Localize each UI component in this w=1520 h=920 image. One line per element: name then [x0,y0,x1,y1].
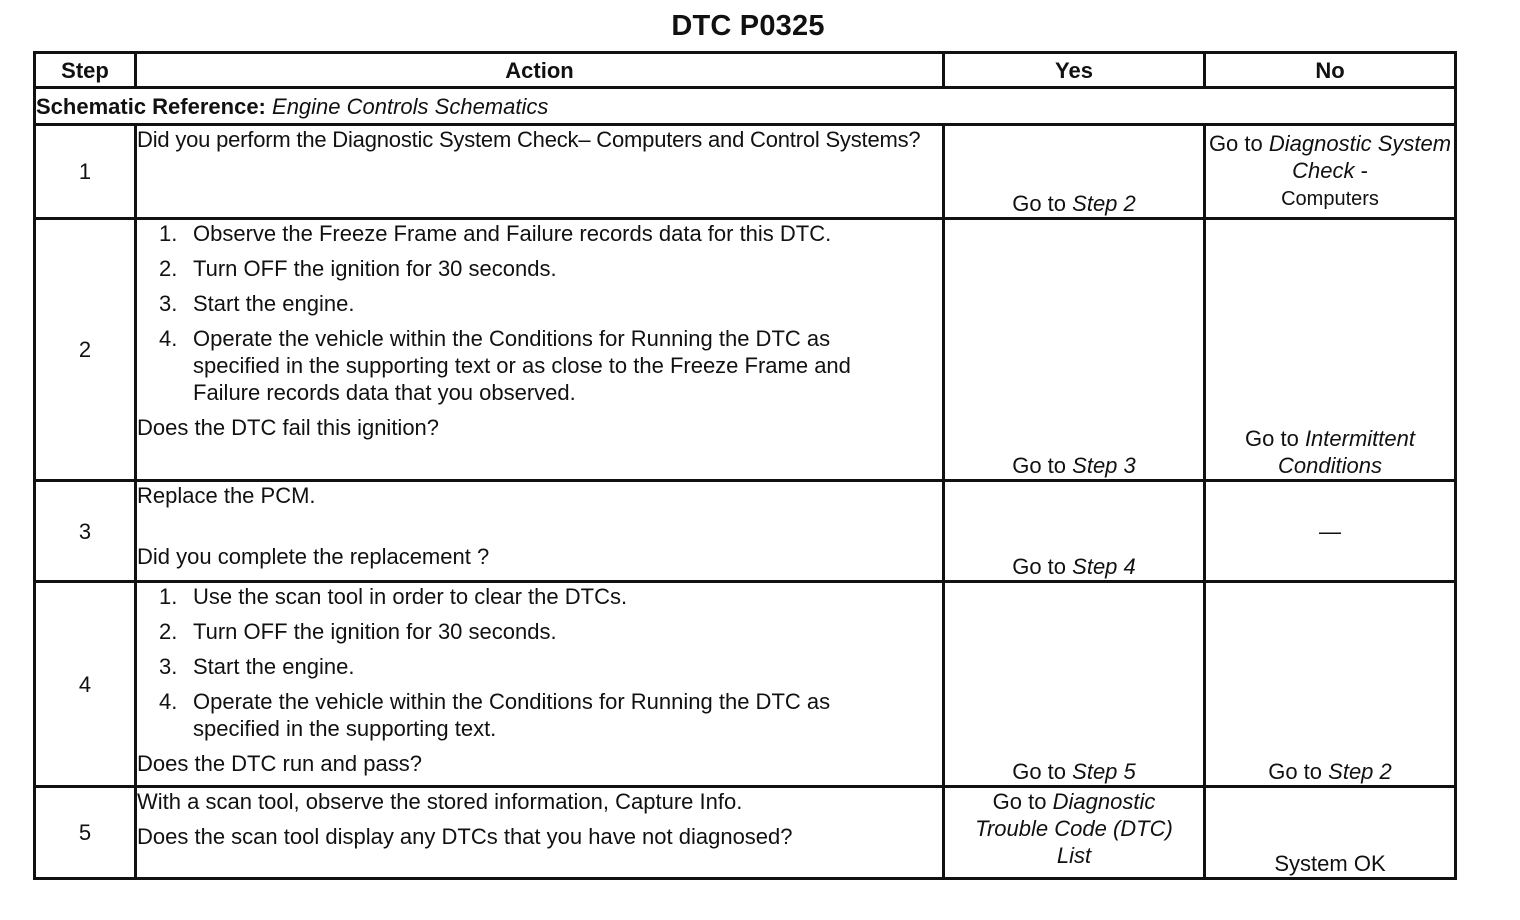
no-value: — [1319,518,1341,544]
yes-cell [944,219,1205,481]
action-cell [136,125,944,219]
header-no: No [1205,53,1456,88]
go-to-label: Go to [1012,759,1067,784]
question-text: Does the scan tool display any DTCs that you have not diagnosed? [137,824,793,849]
go-to-label: Go to [1012,554,1067,579]
list-item: 3. Start the engine. [159,291,355,316]
go-to-label: Go to [1012,453,1067,478]
go-to-label: Go to [1245,426,1299,451]
table-row [35,787,1456,879]
go-to-label: Go to [1012,191,1067,216]
step-number: 4 [35,582,136,787]
yes-link[interactable]: Step 5 [1072,759,1136,784]
step-number: 5 [35,787,136,879]
list-item: 4. Operate the vehicle within the Conditions for Running the DTC as specified in the supporting text. [159,689,831,741]
question-text: Does the DTC run and pass? [137,751,422,776]
list-item: 1. Use the scan tool in order to clear the DTCs. [159,584,628,609]
schematic-label: Schematic Reference: [36,93,266,119]
go-to-label: Go to [992,789,1047,814]
yes-link[interactable]: Diagnostic Trouble Code (DTC) List [975,789,1173,868]
list-item: 4. Operate the vehicle within the Conditions for Running the DTC as specified in the supporting text or as close to the Freeze Frame and Failure records data that you observed. [159,326,851,405]
no-link[interactable]: Intermittent Conditions [1278,426,1415,478]
yes-cell [944,125,1205,219]
question-text: Does the DTC fail this ignition? [137,415,440,440]
yes-cell [944,582,1205,787]
no-cell: Go to Diagnostic System Check - Computers [1205,125,1456,219]
go-to-label: Go to [1268,759,1323,784]
action-cell [136,582,944,787]
question-text: Did you perform the Diagnostic System Check– Computers and Control Systems? [137,127,921,152]
table-row [35,125,1456,219]
yes-link[interactable]: Step 4 [1072,554,1136,579]
action-cell [136,481,944,582]
header-action: Action [136,53,944,88]
schematic-row [35,88,1456,125]
schematic-link[interactable]: Engine Controls Schematics [272,93,549,119]
no-cell [1205,582,1456,787]
yes-link[interactable]: Step 3 [1072,453,1136,478]
header-yes: Yes [944,53,1205,88]
no-value: System OK [1274,851,1386,876]
no-suffix: Computers [1281,188,1379,210]
action-text: Replace the PCM. [137,483,316,508]
no-cell [1205,787,1456,879]
step-number: 2 [35,219,136,481]
yes-cell [944,481,1205,582]
diagnostic-table [33,51,1457,880]
table-row [35,481,1456,582]
header-row [35,53,1456,88]
table-row [35,219,1456,481]
page-title: DTC P0325 [671,10,825,42]
instruction-list [137,583,942,742]
list-item: 2. Turn OFF the ignition for 30 seconds. [159,619,557,644]
schematic-reference [35,88,1456,125]
step-number: 3 [35,481,136,582]
list-item: 1. Observe the Freeze Frame and Failure records data for this DTC. [159,221,832,246]
no-cell [1205,481,1456,582]
no-link[interactable]: Diagnostic System Check [1268,131,1452,183]
question-text: Did you complete the replacement ? [137,544,490,569]
action-text: With a scan tool, observe the stored information, Capture Info. [137,789,743,814]
yes-cell [944,787,1205,879]
step-number: 1 [35,125,136,219]
list-item: 3. Start the engine. [159,654,355,679]
table-row [35,582,1456,787]
no-link[interactable]: Step 2 [1328,759,1392,784]
go-to-label: Go to [1208,131,1263,156]
action-cell [136,787,944,879]
action-cell [136,219,944,481]
no-cell [1205,219,1456,481]
instruction-list [137,220,942,406]
yes-link[interactable]: Step 2 [1072,191,1136,216]
header-step: Step [35,53,136,88]
list-item: 2. Turn OFF the ignition for 30 seconds. [159,256,557,281]
